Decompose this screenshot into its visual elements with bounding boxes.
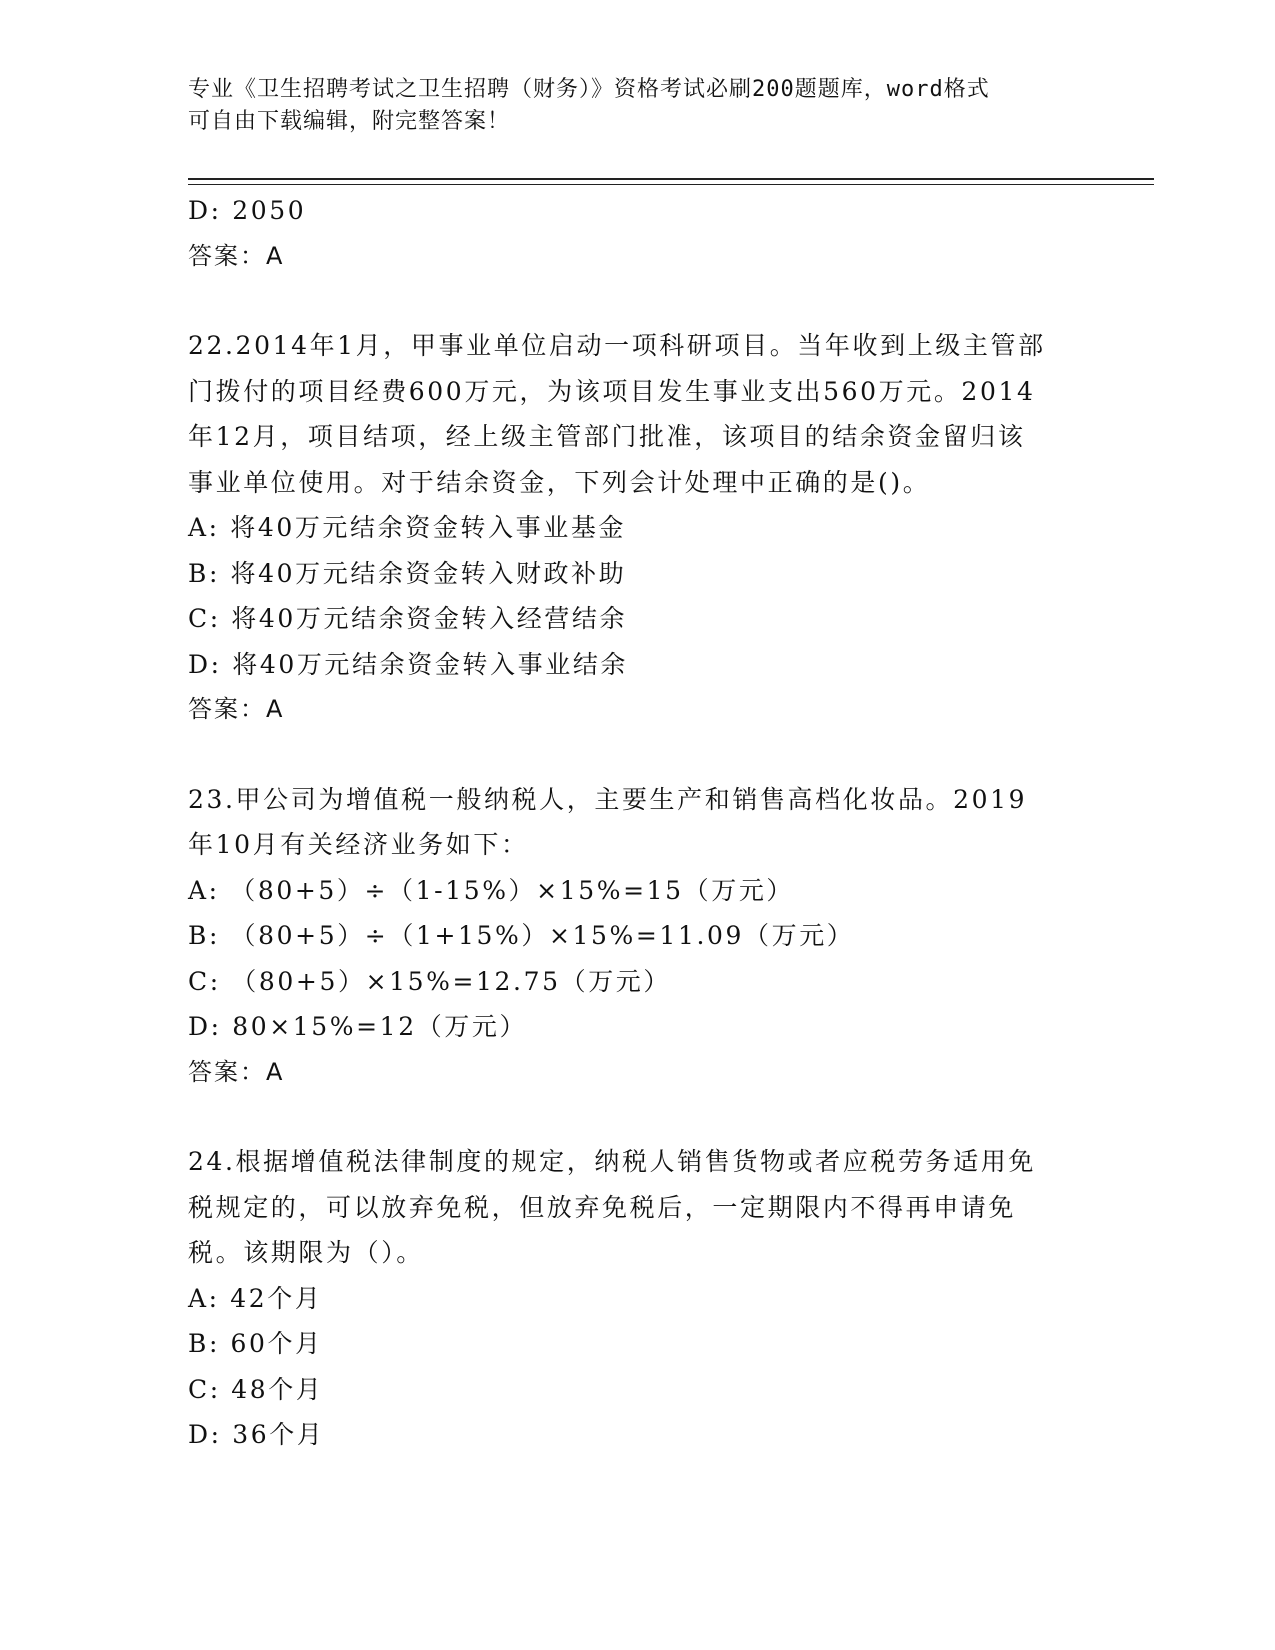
option-a: A: 42个月 (188, 1283, 323, 1313)
question-stem-line: 年12月，项目结项，经上级主管部门批准，该项目的结余资金留归该 (188, 422, 1026, 451)
question-stem-line: 税。该期限为（）。 (188, 1238, 424, 1267)
option-d: D: 80×15%=12（万元） (188, 1012, 528, 1041)
previous-question-tail (188, 188, 1088, 279)
header-line-1: 专业《卫生招聘考试之卫生招聘（财务）》资格考试必刷200题题库，word格式 (188, 77, 990, 102)
option-a: A: （80+5）÷（1-15%）×15%=15（万元） (188, 875, 795, 905)
question-23 (188, 777, 1088, 1096)
option-d: D: 将40万元结余资金转入事业结余 (188, 649, 629, 679)
question-stem-line: 23.甲公司为增值税一般纳税人，主要生产和销售高档化妆品。2019 (188, 784, 1028, 814)
question-stem-line: 年10月有关经济业务如下： (188, 830, 529, 859)
header-rule-thick (188, 178, 1154, 180)
spacer (188, 1095, 1088, 1139)
option-b: B: 60个月 (188, 1329, 323, 1358)
header-rule-thin (188, 184, 1154, 185)
question-stem-line: 22.2014年1月，甲事业单位启动一项科研项目。当年收到上级主管部 (188, 331, 1046, 360)
answer-line: 答案：A (188, 1057, 285, 1086)
question-stem-line: 事业单位使用。对于结余资金，下列会计处理中正确的是()。 (188, 467, 931, 497)
question-stem-line: 门拨付的项目经费600万元，为该项目发生事业支出560万元。2014 (188, 376, 1036, 406)
answer-line: 答案：A (188, 695, 285, 723)
option-c: C: 48个月 (188, 1374, 324, 1404)
spacer (188, 279, 1088, 323)
question-22 (188, 323, 1088, 733)
question-24 (188, 1139, 1088, 1458)
option-d: D: 36个月 (188, 1420, 325, 1449)
option-c: C: （80+5）×15%=12.75（万元） (188, 966, 671, 996)
document-header (188, 74, 1088, 138)
spacer (188, 733, 1088, 777)
answer-line: 答案：A (188, 241, 285, 270)
question-stem-line: 24.根据增值税法律制度的规定，纳税人销售货物或者应税劳务适用免 (188, 1147, 1036, 1176)
option-a: A: 将40万元结余资金转入事业基金 (188, 513, 627, 542)
header-line-2: 可自由下载编辑，附完整答案！ (188, 109, 511, 134)
option-c: C: 将40万元结余资金转入经营结余 (188, 604, 628, 633)
question-stem-line: 税规定的，可以放弃免税，但放弃免税后，一定期限内不得再申请免 (188, 1192, 1017, 1222)
option-d: D: 2050 (188, 196, 307, 225)
question-body (188, 188, 1088, 1458)
option-b: B: （80+5）÷（1+15%）×15%=11.09（万元） (188, 921, 855, 950)
option-b: B: 将40万元结余资金转入财政补助 (188, 558, 627, 588)
